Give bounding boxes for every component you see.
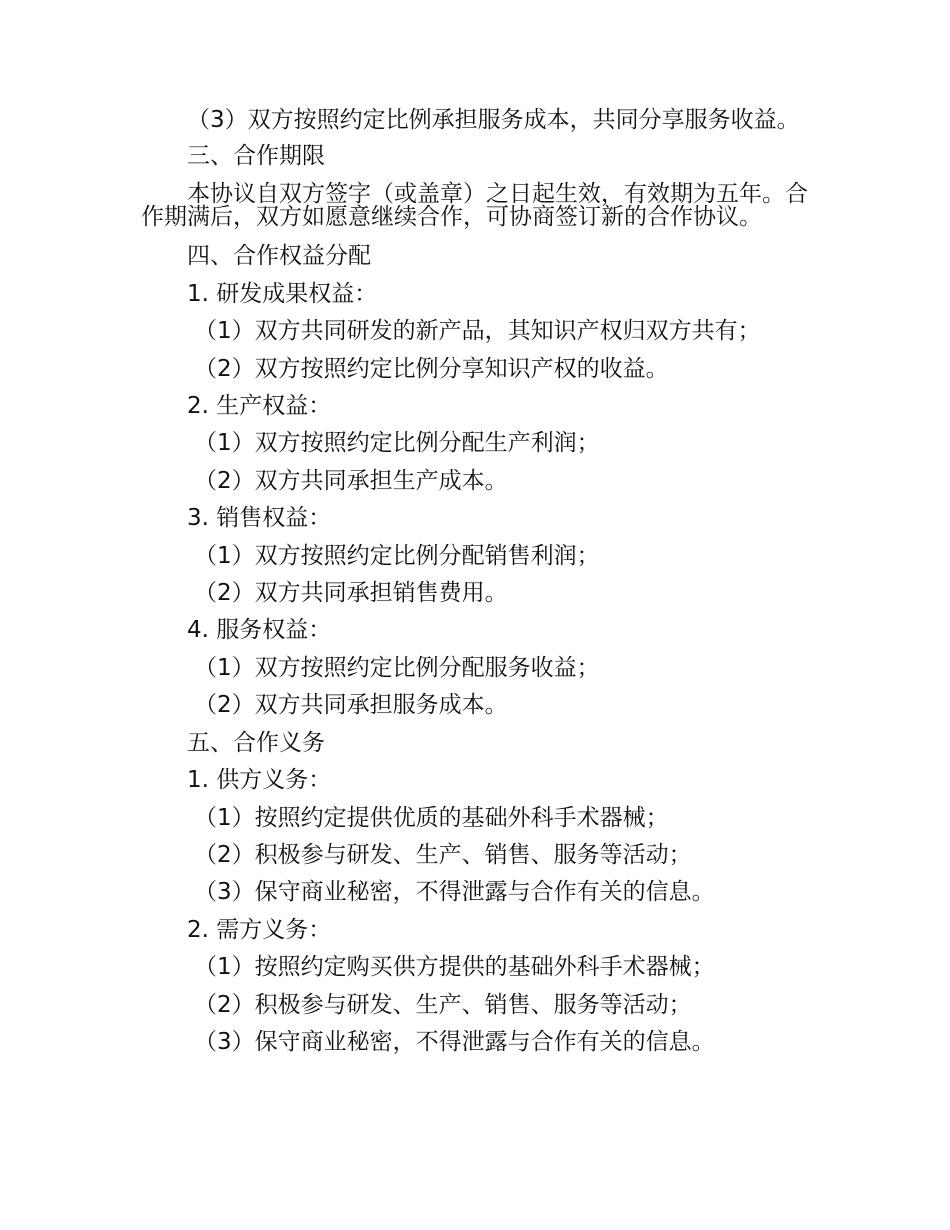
list-item: （1）双方共同研发的新产品，其知识产权归双方共有； xyxy=(194,318,761,345)
list-item: （3）保守商业秘密，不得泄露与合作有关的信息。 xyxy=(194,879,715,906)
list-item: （2）积极参与研发、生产、销售、服务等活动； xyxy=(194,991,692,1018)
subsection-heading-service-rights: 4. 服务权益： xyxy=(187,617,332,644)
list-item: （1）按照约定提供优质的基础外科手术器械； xyxy=(194,804,669,831)
clause-paragraph-service-sharing: （3）双方按照约定比例承担服务成本，共同分享服务收益。 xyxy=(187,107,800,133)
list-item: （2）积极参与研发、生产、销售、服务等活动； xyxy=(194,841,692,868)
section-heading-cooperation-obligations: 五、合作义务 xyxy=(187,729,325,756)
list-item: （3）保守商业秘密，不得泄露与合作有关的信息。 xyxy=(194,1028,715,1055)
list-item: （1）按照约定购买供方提供的基础外科手术器械； xyxy=(194,954,715,981)
list-item: （1）双方按照约定比例分配销售利润； xyxy=(194,542,600,569)
list-item: （2）双方共同承担销售费用。 xyxy=(194,580,508,607)
section-heading-rights-distribution: 四、合作权益分配 xyxy=(187,243,371,270)
subsection-heading-buyer-obligations: 2. 需方义务： xyxy=(187,916,332,943)
subsection-heading-rd-rights: 1. 研发成果权益： xyxy=(187,280,378,307)
section-heading-cooperation-term: 三、合作期限 xyxy=(187,143,325,169)
list-item: （2）双方按照约定比例分享知识产权的收益。 xyxy=(194,355,669,382)
subsection-heading-supplier-obligations: 1. 供方义务： xyxy=(187,767,332,794)
document-body xyxy=(141,101,811,1061)
list-item: （2）双方共同承担服务成本。 xyxy=(194,692,508,719)
subsection-heading-sales-rights: 3. 销售权益： xyxy=(187,505,332,532)
list-item: （1）双方按照约定比例分配生产利润； xyxy=(194,430,600,457)
list-item: （2）双方共同承担生产成本。 xyxy=(194,467,508,494)
list-item: （1）双方按照约定比例分配服务收益； xyxy=(194,654,600,681)
clause-paragraph-term-validity: 本协议自双方签字（或盖章）之日起生效，有效期为五年。合作期满后，双方如愿意继续合作，可协商签订新的合作协议。 xyxy=(141,181,808,231)
subsection-heading-production-rights: 2. 生产权益： xyxy=(187,393,332,420)
